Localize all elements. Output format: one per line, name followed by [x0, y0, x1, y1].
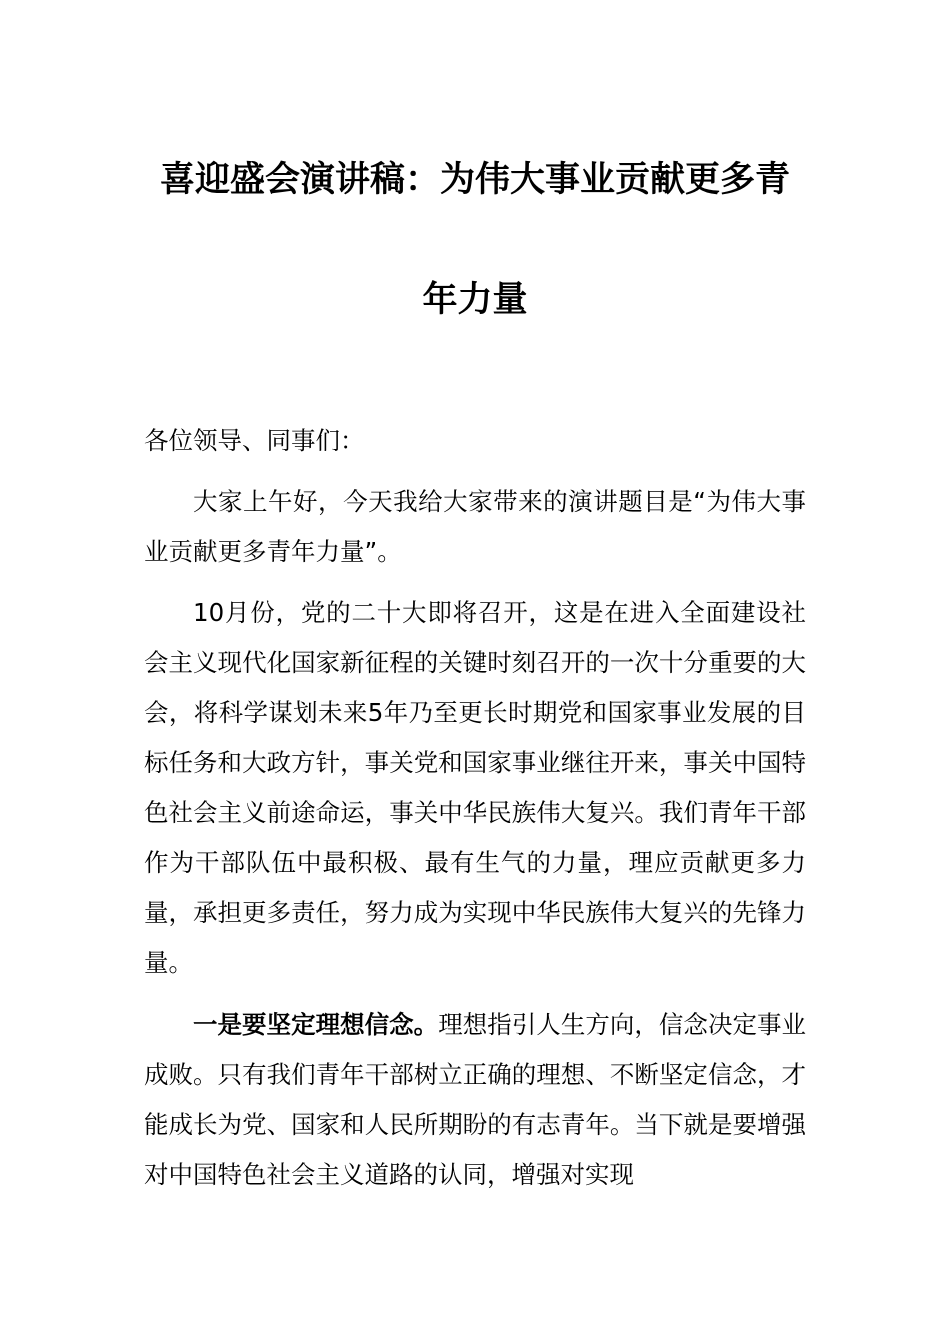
paragraph-background — [144, 588, 806, 988]
paragraph-text: 理想指引人生方向，信念决定事业成败。只有我们青年干部树立正确的理想、不断坚定信念，才能成长为党、国家和人民所期盼的有志青年。当下就是要增强对中国特色社会主义道路的认同，增强对实现 — [144, 1010, 807, 1189]
salutation: 各位领导、同事们： — [144, 426, 365, 455]
document-title-line-1: 喜迎盛会演讲稿：为伟大事业贡献更多青 — [159, 160, 790, 200]
document-title-line-2: 年力量 — [422, 280, 528, 320]
paragraph-text: 大家上午好，今天我给大家带来的演讲题目是“为伟大事业贡献更多青年力量”。 — [144, 487, 806, 566]
paragraph-lead: 一是要坚定理想信念。 — [193, 1010, 439, 1039]
paragraph-text: 10月份，党的二十大即将召开，这是在进入全面建设社会主义现代化国家新征程的关键时刻召开的一次十分重要的大会，将科学谋划未来5年乃至更长时期党和国家事业发展的目标任务和大政方针，事关党和国家事业继往开来，事关中国特色社会主义前途命运，事关中华民族伟大复兴。我们青年干部作为干部队伍中最积极、最有生气的力量，理应贡献更多力量，承担更多责任，努力成为实现中华民族伟大复兴的先锋力量。 — [144, 598, 806, 977]
paragraph-point-one — [144, 1000, 806, 1200]
paragraph-greeting — [144, 477, 806, 577]
